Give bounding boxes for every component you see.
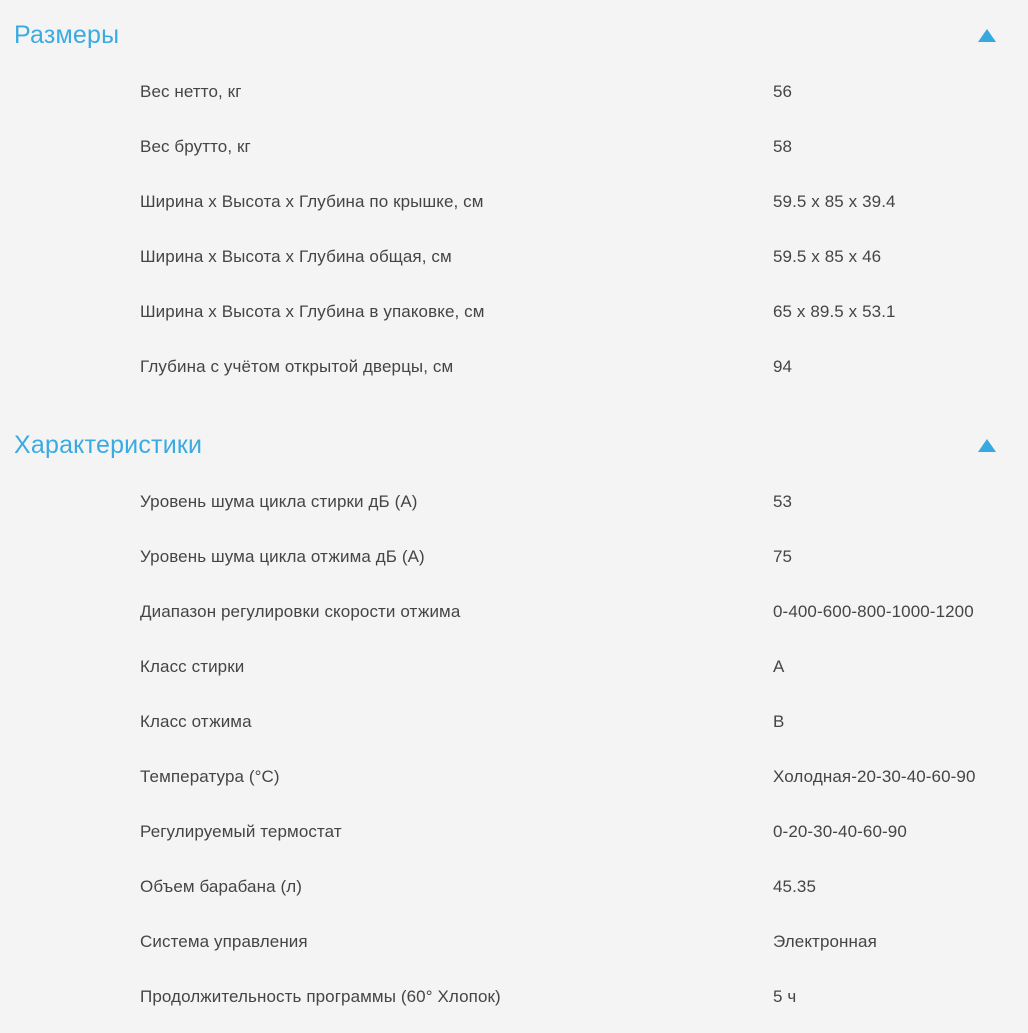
spec-value: 45.35 [773, 876, 817, 896]
spec-value: 53 [773, 491, 793, 511]
spec-value: 56 [773, 81, 793, 101]
table-row [0, 914, 1028, 969]
spec-label: Вес брутто, кг [140, 136, 251, 156]
table-row [0, 749, 1028, 804]
table-row [0, 119, 1028, 174]
spec-value: Холодная-20-30-40-60-90 [773, 766, 976, 786]
section-dimensions [0, 0, 1028, 394]
section-title-characteristics: Характеристики [14, 431, 203, 459]
spec-value: 0-400-600-800-1000-1200 [773, 601, 974, 621]
table-row [0, 474, 1028, 529]
table-row [0, 64, 1028, 119]
spec-label: Ширина х Высота х Глубина в упаковке, см [140, 301, 485, 321]
spec-value: Электронная [773, 931, 877, 951]
spec-label: Система управления [140, 931, 308, 951]
spec-label: Ширина х Высота х Глубина общая, см [140, 246, 452, 266]
spec-value: 59.5 x 85 x 39.4 [773, 191, 896, 211]
table-row [0, 174, 1028, 229]
table-row [0, 584, 1028, 639]
table-row [0, 639, 1028, 694]
section-body-dimensions [0, 64, 1028, 394]
spec-label: Уровень шума цикла отжима дБ (А) [140, 546, 425, 566]
spec-label: Ширина х Высота х Глубина по крышке, см [140, 191, 484, 211]
spec-label: Объем барабана (л) [140, 876, 303, 896]
table-row [0, 229, 1028, 284]
spec-label: Класс отжима [140, 711, 252, 731]
section-header-dimensions[interactable] [0, 0, 1028, 64]
section-body-characteristics [0, 474, 1028, 1024]
collapse-triangle-icon[interactable] [978, 439, 996, 452]
spec-value: 0-20-30-40-60-90 [773, 821, 907, 841]
spec-label: Диапазон регулировки скорости отжима [140, 601, 461, 621]
spec-value: 58 [773, 136, 793, 156]
section-header-characteristics[interactable] [0, 394, 1028, 474]
spec-value: A [773, 656, 785, 676]
spec-value: 59.5 x 85 x 46 [773, 246, 882, 266]
spec-value: 65 x 89.5 x 53.1 [773, 301, 896, 321]
section-title-dimensions: Размеры [14, 21, 120, 49]
spec-label: Регулируемый термостат [140, 821, 342, 841]
spec-value: B [773, 711, 785, 731]
collapse-triangle-icon[interactable] [978, 29, 996, 42]
table-row [0, 859, 1028, 914]
spec-label: Продолжительность программы (60° Хлопок) [140, 986, 501, 1006]
spec-value: 75 [773, 546, 793, 566]
spec-label: Температура (°С) [140, 766, 280, 786]
spec-label: Уровень шума цикла стирки дБ (А) [140, 491, 418, 511]
table-row [0, 969, 1028, 1024]
spec-label: Вес нетто, кг [140, 81, 242, 101]
table-row [0, 529, 1028, 584]
spec-value: 5 ч [773, 986, 797, 1006]
section-characteristics [0, 394, 1028, 1024]
table-row [0, 339, 1028, 394]
table-row [0, 694, 1028, 749]
spec-value: 94 [773, 356, 793, 376]
spec-label: Глубина с учётом открытой дверцы, см [140, 356, 454, 376]
table-row [0, 804, 1028, 859]
spec-label: Класс стирки [140, 656, 245, 676]
table-row [0, 284, 1028, 339]
